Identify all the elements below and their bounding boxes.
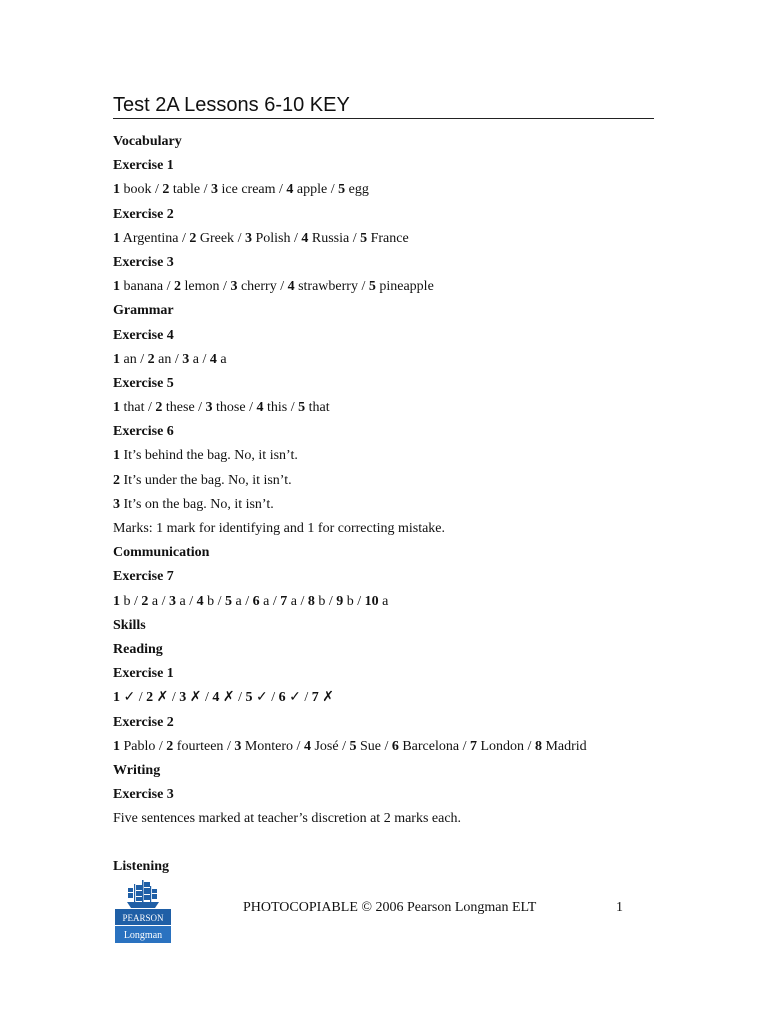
answer-row: 1 b / 2 a / 3 a / 4 b / 5 a / 6 a / 7 a / 8 b / 9 b / 10 a (113, 593, 389, 609)
answer-number: 2 (147, 351, 155, 367)
answer-number: 2 (174, 279, 182, 295)
blank-line (113, 831, 673, 855)
answer-number: 4 (303, 738, 311, 754)
numbered-answer (113, 444, 673, 468)
answer-number: 6 (252, 593, 260, 609)
answer-value: a (151, 593, 159, 609)
section-heading: Communication (113, 545, 210, 561)
answer-number: 4 (256, 400, 264, 416)
answer-value: book (123, 182, 152, 198)
answer-value: Pablo (123, 738, 156, 754)
answer-value: b (123, 593, 131, 609)
section-heading: Exercise 1 (113, 158, 174, 174)
answer-value: ✓ (256, 690, 268, 706)
answer-row: 1 Argentina / 2 Greek / 3 Polish / 4 Russia / 5 France (113, 230, 409, 246)
answer-number: 3 (244, 230, 252, 246)
answer-number: 1 (113, 351, 120, 367)
answer-value: b (318, 593, 326, 609)
section-heading: Writing (113, 762, 161, 778)
answer-value: this (267, 400, 288, 416)
answer-text: It’s behind the bag. No, it isn’t. (123, 448, 298, 464)
answer-value: ✗ (156, 690, 169, 706)
answer-value: an (158, 351, 172, 367)
answer-number: 1 (113, 279, 120, 295)
answer-value: Madrid (545, 738, 587, 754)
answer-number: 3 (205, 400, 213, 416)
answer-row: 1 an / 2 an / 3 a / 4 a (113, 351, 227, 367)
answer-value: a (382, 593, 389, 609)
answer-number: 3 (182, 351, 190, 367)
answer-number: 3 (211, 182, 218, 198)
section-heading: Reading (113, 641, 163, 657)
answer-number: 7 (311, 690, 319, 706)
answer-value: an (123, 351, 137, 367)
answer-value: cherry (240, 279, 277, 295)
note-text: Five sentences marked at teacher’s discretion at 2 marks each. (113, 811, 462, 827)
answer-value: a (179, 593, 186, 609)
answer-number: 2 (189, 230, 197, 246)
ship-icon (127, 880, 159, 908)
answer-number: 8 (534, 738, 542, 754)
answer-number: 10 (364, 593, 379, 609)
answer-number: 4 (286, 182, 294, 198)
answer-key-body (113, 130, 673, 880)
answer-number: 3 (234, 738, 242, 754)
answer-number: 2 (146, 690, 154, 706)
answer-number: 5 (360, 230, 368, 246)
answer-value: that (308, 400, 330, 416)
answer-text: It’s on the bag. No, it isn’t. (123, 496, 274, 512)
answer-value: pineapple (379, 279, 434, 295)
answer-number: 4 (301, 230, 309, 246)
answer-number: 2 (155, 400, 163, 416)
answer-number: 7 (469, 738, 477, 754)
answer-number: 3 (230, 279, 238, 295)
answer-number: 9 (336, 593, 344, 609)
answer-value: b (346, 593, 354, 609)
answer-value: a (290, 593, 297, 609)
answer-number: 1 (113, 738, 120, 754)
section-heading: Exercise 4 (113, 327, 174, 343)
answer-value: ✗ (222, 690, 235, 706)
answer-row: 1 that / 2 these / 3 those / 4 this / 5 that (113, 400, 330, 416)
answer-number: 4 (196, 593, 204, 609)
section-heading: Exercise 1 (113, 666, 174, 682)
logo-brand-bottom: Longman (123, 930, 163, 941)
answer-value: Argentina (122, 230, 179, 246)
answer-value: that (123, 400, 145, 416)
answer-number: 2 (166, 738, 174, 754)
answer-number: 2 (113, 472, 120, 488)
answer-value: ✓ (289, 690, 301, 706)
answer-value: Sue (359, 738, 381, 754)
answer-number: 3 (179, 690, 187, 706)
answer-row: 1 ✓ / 2 ✗ / 3 ✗ / 4 ✗ / 5 ✓ / 6 ✓ / 7 ✗ (113, 690, 334, 706)
answer-value: fourteen (176, 738, 224, 754)
answer-value: a (220, 351, 227, 367)
section-heading: Exercise 2 (113, 206, 174, 222)
logo-brand-top: PEARSON (122, 913, 164, 923)
answer-value: Russia (311, 230, 350, 246)
answer-row: 1 book / 2 table / 3 ice cream / 4 apple / 5 egg (113, 182, 369, 198)
answer-row: 1 Pablo / 2 fourteen / 3 Montero / 4 José / 5 Sue / 6 Barcelona / 7 London / 8 Madrid (113, 738, 587, 754)
answer-number: 2 (141, 593, 149, 609)
answer-number: 5 (338, 182, 346, 198)
answer-number: 1 (113, 593, 120, 609)
answer-number: 4 (212, 690, 220, 706)
answer-value: France (370, 230, 409, 246)
answer-value: b (207, 593, 215, 609)
answer-text: It’s under the bag. No, it isn’t. (123, 472, 292, 488)
answer-number: 6 (391, 738, 399, 754)
section-heading: Exercise 5 (113, 375, 174, 391)
answer-number: 3 (169, 593, 176, 609)
answer-number: 8 (307, 593, 315, 609)
note-text: Marks: 1 mark for identifying and 1 for correcting mistake. (113, 521, 446, 536)
section-heading: Listening (113, 859, 170, 875)
answer-value: Montero (244, 738, 294, 754)
answer-value: lemon (184, 279, 220, 295)
answer-value: ✗ (322, 690, 334, 706)
section-heading: Grammar (113, 303, 174, 319)
answer-row: 1 banana / 2 lemon / 3 cherry / 4 strawberry / 5 pineapple (113, 279, 434, 295)
pearson-longman-logo (115, 878, 171, 943)
answer-value: Polish (255, 230, 291, 246)
answer-number: 1 (113, 230, 120, 246)
answer-value: a (192, 351, 199, 367)
answer-value: strawberry (298, 279, 358, 295)
section-heading: Exercise 3 (113, 787, 174, 803)
answer-number: 5 (245, 690, 253, 706)
answer-value: a (235, 593, 242, 609)
answer-number: 5 (298, 400, 306, 416)
answer-number: 2 (162, 182, 170, 198)
section-heading: Exercise 7 (113, 569, 174, 585)
answer-number: 5 (225, 593, 232, 609)
answer-number: 5 (349, 738, 357, 754)
answer-number: 6 (278, 690, 286, 706)
answer-value: Greek (199, 230, 235, 246)
section-heading: Exercise 2 (113, 714, 174, 730)
answer-number: 1 (113, 182, 120, 198)
answer-value: ice cream (221, 182, 276, 198)
answer-number: 5 (368, 279, 376, 295)
copyright-notice: PHOTOCOPIABLE © 2006 Pearson Longman ELT (243, 900, 537, 915)
answer-value: Barcelona (402, 738, 460, 754)
numbered-answer (113, 469, 673, 493)
section-heading: Skills (113, 617, 146, 633)
section-heading: Exercise 6 (113, 424, 174, 440)
answer-value: those (216, 400, 246, 416)
answer-value: ✓ (123, 690, 136, 706)
section-heading: Exercise 3 (113, 254, 174, 270)
answer-value: José (314, 738, 339, 754)
numbered-answer (113, 493, 673, 517)
answer-value: egg (348, 182, 369, 198)
answer-value: these (165, 400, 195, 416)
answer-value: a (263, 593, 270, 609)
answer-number: 4 (287, 279, 295, 295)
answer-number: 1 (113, 400, 120, 416)
answer-number: 3 (113, 496, 120, 512)
page-number: 1 (616, 900, 623, 915)
answer-value: table (172, 182, 201, 198)
answer-number: 4 (209, 351, 217, 367)
answer-number: 1 (113, 448, 120, 464)
answer-number: 1 (113, 690, 120, 706)
answer-value: London (480, 738, 525, 754)
section-heading: Vocabulary (113, 134, 182, 149)
answer-value: ✗ (189, 690, 202, 706)
answer-number: 7 (280, 593, 288, 609)
page-title: Test 2A Lessons 6-10 KEY (113, 92, 654, 119)
answer-value: apple (296, 182, 328, 198)
answer-value: banana (123, 279, 164, 295)
